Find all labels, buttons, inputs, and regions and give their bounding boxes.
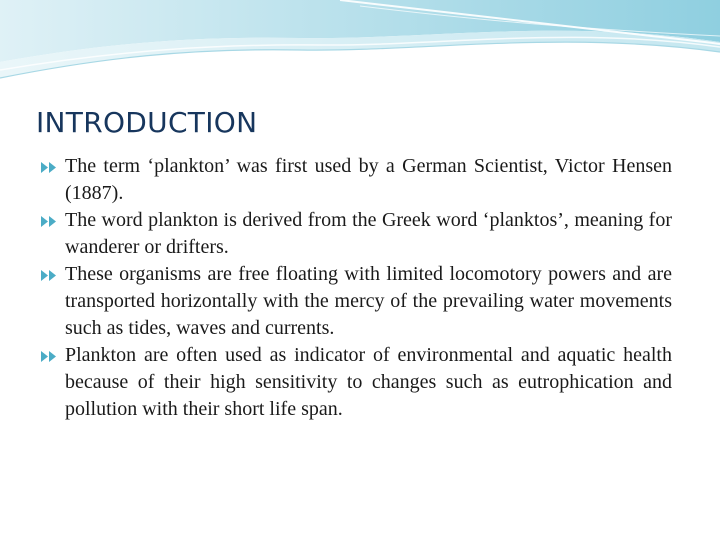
bullet-text: The word plankton is derived from the Greek word ‘planktos’, meaning for wanderer or drifters. [65, 209, 672, 258]
slide-title: INTRODUCTION [36, 106, 258, 139]
header-wave-decoration [0, 0, 720, 90]
bullet-text: These organisms are free floating with limited locomotory powers and are transported horizontally with the mercy of the prevailing water movements such as tides, waves and currents. [65, 263, 672, 339]
bullet-item [40, 207, 672, 261]
double-arrow-bullet-icon [40, 350, 60, 363]
double-arrow-bullet-icon [40, 215, 60, 228]
bullet-list [40, 153, 672, 423]
bullet-text: The term ‘plankton’ was first used by a German Scientist, Victor Hensen (1887). [65, 155, 672, 204]
bullet-item [40, 261, 672, 342]
bullet-text: Plankton are often used as indicator of environmental and aquatic health because of their high sensitivity to changes such as eutrophication and pollution with their short life span. [65, 344, 672, 420]
double-arrow-bullet-icon [40, 161, 60, 174]
bullet-item [40, 153, 672, 207]
double-arrow-bullet-icon [40, 269, 60, 282]
bullet-item [40, 342, 672, 423]
